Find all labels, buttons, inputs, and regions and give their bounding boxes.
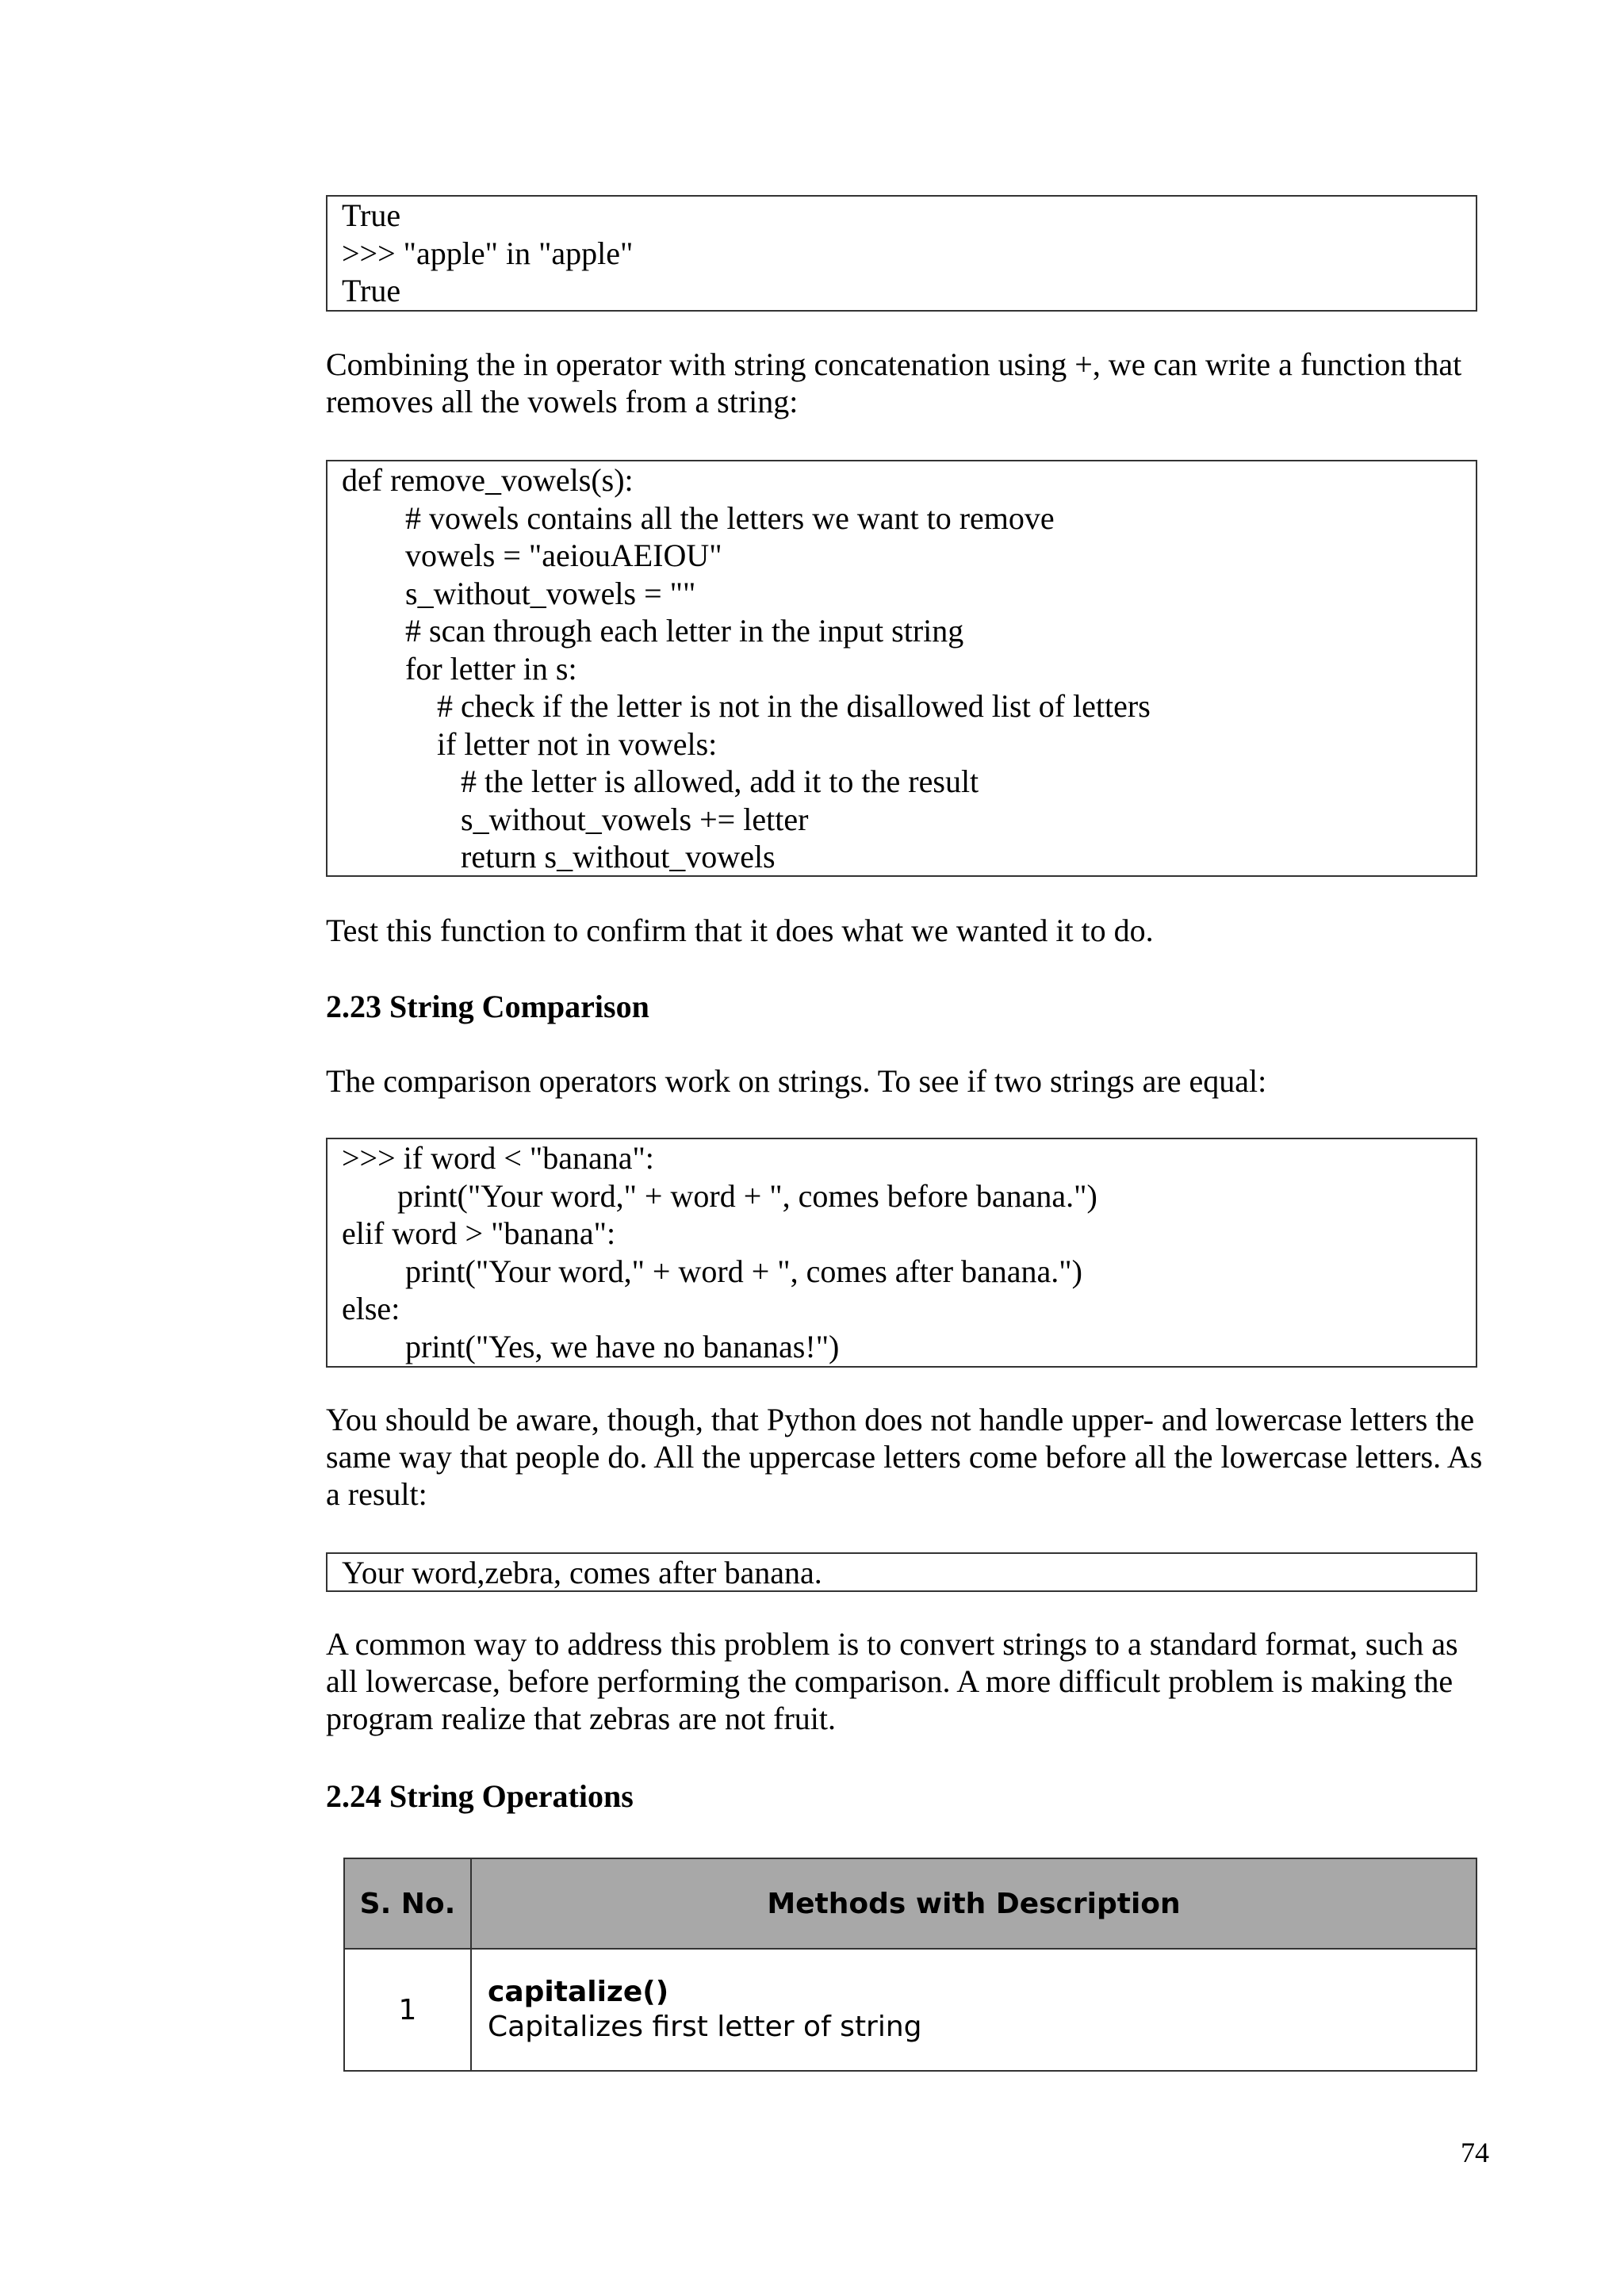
section-heading-string-operations: 2.24 String Operations bbox=[326, 1778, 634, 1814]
method-name: capitalize() bbox=[488, 1976, 669, 2008]
code-line: Your word,zebra, comes after banana. bbox=[342, 1555, 822, 1590]
string-methods-table bbox=[343, 1858, 1477, 2072]
code-line: def remove_vowels(s): bbox=[342, 462, 634, 498]
code-block-in-example bbox=[326, 195, 1477, 312]
code-line: # the letter is allowed, add it to the result bbox=[342, 763, 979, 799]
code-line: for letter in s: bbox=[342, 650, 577, 687]
code-block-output bbox=[326, 1552, 1477, 1592]
section-heading-string-comparison: 2.23 String Comparison bbox=[326, 989, 649, 1024]
code-line: True bbox=[342, 197, 401, 233]
header-methods: Methods with Description bbox=[471, 1858, 1477, 1949]
code-line: True bbox=[342, 273, 401, 308]
code-line: # vowels contains all the letters we want to remove bbox=[342, 499, 1055, 536]
code-line: return s_without_vowels bbox=[342, 839, 776, 874]
paragraph-comparison-operators: The comparison operators work on strings. To see if two strings are equal: bbox=[326, 1063, 1267, 1099]
code-line: elif word > "banana": bbox=[342, 1215, 616, 1251]
table-header-row bbox=[344, 1858, 1477, 1949]
code-line: s_without_vowels = "" bbox=[342, 575, 696, 611]
code-line: print("Yes, we have no bananas!") bbox=[342, 1328, 840, 1364]
code-line: >>> "apple" in "apple" bbox=[342, 235, 634, 271]
code-line: else: bbox=[342, 1291, 400, 1326]
method-description: Capitalizes first letter of string bbox=[488, 2011, 922, 2043]
code-line: # scan through each letter in the input string bbox=[342, 613, 964, 649]
code-block-remove-vowels bbox=[326, 460, 1477, 877]
paragraph-case-sensitivity: You should be aware, though, that Python does not handle upper- and lowercase letters the same way that people do. All the uppercase letters come before all the lowercase letters. As a result: bbox=[326, 1402, 1483, 1512]
code-block-comparison bbox=[326, 1138, 1477, 1368]
paragraph-standard-format: A common way to address this problem is to convert strings to a standard format, such as all lowercase, before performing the comparison. A more difficult problem is making the program realize that zebras are not fruit. bbox=[326, 1626, 1458, 1736]
code-line: if letter not in vowels: bbox=[342, 725, 718, 762]
cell-sno: 1 bbox=[344, 1949, 471, 2071]
code-line: print("Your word," + word + ", comes before banana.") bbox=[342, 1177, 1097, 1214]
code-line: >>> if word < "banana": bbox=[342, 1140, 654, 1176]
code-line: s_without_vowels += letter bbox=[342, 801, 809, 837]
paragraph-concatenation: Combining the in operator with string concatenation using +, we can write a function that removes all the vowels from a string: bbox=[326, 346, 1462, 419]
code-line: print("Your word," + word + ", comes after banana.") bbox=[342, 1253, 1082, 1289]
code-line: # check if the letter is not in the disallowed list of letters bbox=[342, 688, 1151, 724]
header-sno: S. No. bbox=[344, 1858, 471, 1949]
code-line: vowels = "aeiouAEIOU" bbox=[342, 538, 722, 573]
paragraph-test-function: Test this function to confirm that it does what we wanted it to do. bbox=[326, 913, 1154, 948]
table-row bbox=[344, 1949, 1477, 2071]
cell-method bbox=[471, 1949, 1477, 2071]
page-number: 74 bbox=[1461, 2137, 1489, 2168]
